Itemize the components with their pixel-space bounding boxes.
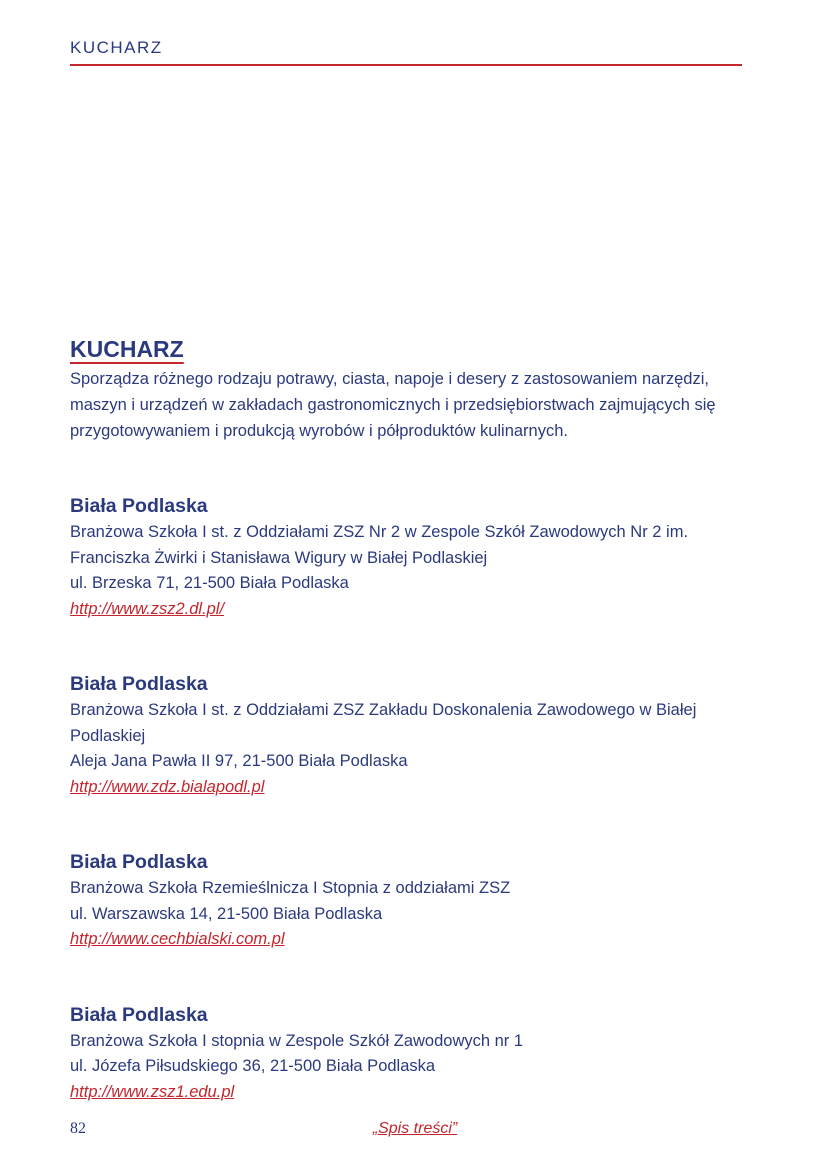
school-city: Biała Podlaska [70,1003,208,1026]
job-title: KUCHARZ [70,336,184,362]
school-city: Biała Podlaska [70,495,208,517]
school-website-link[interactable]: http://www.zsz2.dl.pl/ [70,599,225,618]
job-description: Sporządza różnego rodzaju potrawy, ciasta, napoje i desery z zastosowaniem narzędzi, maszyn i urządzeń w zakładach gastronomicznych i przedsiębiorstwach zajmujących się przygotowywaniem i produkcją wyrobów i półproduktów kulinarnych. [70,370,716,440]
school-entry [70,848,750,953]
school-city: Biała Podlaska [70,673,208,695]
school-entry [70,1001,750,1106]
school-website-link[interactable]: http://www.zdz.bialapodl.pl [70,777,265,796]
school-address: ul. Brzeska 71, 21-500 Biała Podlaska [70,574,349,592]
header-divider [70,64,742,66]
school-name: Branżowa Szkoła Rzemieślnicza I Stopnia z oddziałami ZSZ [70,879,511,897]
running-header: KUCHARZ [70,38,163,57]
toc-link-container [0,1120,830,1138]
school-name: Branżowa Szkoła I st. z Oddziałami ZSZ Zakładu Doskonalenia Zawodowego w Białej Podlaskiej [70,701,697,745]
school-address: Aleja Jana Pawła II 97, 21-500 Biała Podlaska [70,752,408,770]
school-name: Branżowa Szkoła I stopnia w Zespole Szkół Zawodowych nr 1 [70,1031,524,1050]
school-website-link[interactable]: http://www.zsz1.edu.pl [70,1082,235,1101]
school-address: ul. Józefa Piłsudskiego 36, 21-500 Biała Podlaska [70,1057,436,1075]
school-entry [70,492,750,622]
school-entry [70,670,750,800]
page-number: 82 [70,1120,86,1137]
table-of-contents-link[interactable]: „Spis treści” [372,1120,458,1137]
school-website-link[interactable]: http://www.cechbialski.com.pl [70,930,285,948]
main-content [70,334,750,1105]
school-address: ul. Warszawska 14, 21-500 Biała Podlaska [70,904,383,923]
school-name: Branżowa Szkoła I st. z Oddziałami ZSZ Nr 2 w Zespole Szkół Zawodowych Nr 2 im. Franciszka Żwirki i Stanisława Wigury w Białej Podlaskiej [70,523,689,567]
school-city: Biała Podlaska [70,851,208,873]
